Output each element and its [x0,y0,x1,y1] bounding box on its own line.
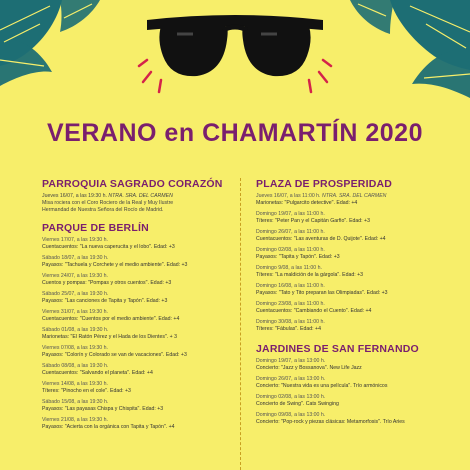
event-desc: Payasos: "Acierta con la orgánica con Tapita y Tapón". +4 [42,423,175,430]
event-festivity: NTRA. SRA. DEL CARMEN [321,193,387,199]
event-desc: Payasos: "Colorín y Colorado se van de vacaciones". Edad: +3 [42,351,187,358]
event-desc: Títeres: "La maldición de la gárgola". Edad: +3 [256,271,364,278]
event-date: Domingo 19/07, a las 11:00 h. [256,211,325,217]
event-date: Viernes 07/08, a las 19:30 h. [42,345,108,351]
parroquia-line-1 [42,193,232,200]
event-date: Domingo 09/08, a las 13:00 h. [256,412,326,418]
parroquia-line-3: Hermandad de Nuestra Señora del Rocío de Madrid. [42,207,164,213]
event-item [256,301,446,314]
right-column [256,178,446,430]
section-title-parroquia: PARROQUIA SAGRADO CORAZÓN [42,178,223,190]
event-date: Domingo 19/07, a las 13:00 h. [256,358,326,364]
event-desc: Payasos: "Tato y Tito preparan las Olimpiadas". Edad: +3 [256,289,388,296]
event-desc: Payasos: "Tachuela y Corchete y el medio ambiente". Edad: +3 [42,261,188,268]
event-date: Domingo 02/08, a las 11:00 h. [256,247,325,253]
event-desc: Cuentos y pompas: "Pompas y otros cuentos". Edad: +3 [42,279,172,286]
title-word-verano: VERANO [47,119,157,147]
event-item [256,193,446,206]
event-date: Viernes 14/08, a las 19:30 h. [42,381,108,387]
event-date: Sábado 08/08, a las 19:30 h. [42,363,109,369]
parroquia-date: Jueves 16/07, a las 19:30 h. [42,193,109,199]
event-date: Domingo 30/08, a las 11:00 h. [256,319,325,325]
event-date: Domingo 26/07, a las 11:00 h. [256,229,325,235]
palm-leaf-icon [350,0,470,110]
event-date: Viernes 31/07, a las 19:30 h. [42,309,108,315]
event-item [42,291,232,304]
event-date: Sábado 01/08, a las 19:30 h. [42,327,109,333]
event-item [256,412,446,425]
section-title-prosperidad: PLAZA DE PROSPERIDAD [256,178,393,190]
event-item [42,345,232,358]
event-desc: Marionetas: "El Ratón Pérez y el Hada de los Dientes". + 3 [42,333,178,340]
event-date: Domingo 23/08, a las 11:00 h. [256,301,325,307]
event-desc: Cuentacuentos: "Cambiando el Cuento". Edad: +4 [256,307,372,314]
event-date: Domingo 02/08, a las 13:00 h. [256,394,326,400]
event-item [256,394,446,407]
prosperidad-events [256,193,446,332]
event-item [256,247,446,260]
parroquia-line-2: Misa rociera con el Coro Rociero de la Real y Muy Ilustre [42,200,174,206]
section-title-berlin: PARQUE DE BERLÍN [42,222,149,234]
event-item [42,237,232,250]
event-desc: Concierto: "Nuestra vida es una película". Trío armónicos [256,382,388,389]
event-item [256,376,446,389]
event-item [42,399,232,412]
event-date: Sábado 18/07, a las 19:30 h. [42,255,109,261]
event-desc: Cuentacuentos: "Las aventuras de D. Quijote". Edad: +4 [256,235,386,242]
event-item [256,358,446,371]
berlin-events [42,237,232,430]
event-item [42,363,232,376]
event-date: Domingo 26/07, a las 13:00 h. [256,376,326,382]
left-column [42,178,232,435]
event-item [256,319,446,332]
event-item [42,273,232,286]
event-date: Viernes 24/07, a las 19:30 h. [42,273,108,279]
title-word-en: en [164,119,195,147]
event-desc: Títeres: "Fábulas". Edad: +4 [256,325,321,332]
event-date: Domingo 9/08, a las 11:00 h. [256,265,322,271]
event-date: Viernes 17/07, a las 19:30 h. [42,237,108,243]
event-date: Sábado 15/08, a las 19:30 h. [42,399,109,405]
event-desc: Payasos: "Las payasas Chispa y Chispita". Edad: +3 [42,405,164,412]
event-item [256,265,446,278]
event-desc: Concierto: "Jazz y Bossanova". New Life Jazz [256,364,362,371]
event-item [42,417,232,430]
event-item [42,327,232,340]
event-desc: Títeres: "Peter Pan y el Capitán Garfio". Edad: +3 [256,217,370,224]
event-date: Domingo 16/08, a las 11:00 h. [256,283,325,289]
event-item [42,255,232,268]
event-desc: Títeres: "Pinocho en el cole". Edad: +3 [42,387,131,394]
event-desc: Marionetas: "Pulgarcito detective". Edad: +4 [256,199,358,206]
event-item [256,211,446,224]
page-title [0,119,470,148]
event-desc: Cuentacuentos: "Cuentos por el medio ambiente". Edad: +4 [42,315,180,322]
event-desc: Concierto de Swing". Cats Swinging [256,400,339,407]
event-date-prefix: Jueves 16/07, a las 11:00 h. [256,193,322,199]
event-date: Sábado 25/07, a las 19:30 h. [42,291,109,297]
parroquia-info [42,193,232,214]
fernando-events [256,358,446,425]
column-divider [240,178,242,470]
parroquia-festivity: NTRA. SRA. DEL CARMEN [108,193,173,199]
event-item [256,229,446,242]
event-desc: Payasos: "Tapita y Tapón". Edad: +3 [256,253,340,260]
sunglasses-icon [137,0,333,110]
event-desc: Cuentacuentos: "La nueva caperucita y el lobo". Edad: +3 [42,243,175,250]
event-date: Viernes 21/08, a las 19:30 h. [42,417,108,423]
title-word-chamartin: CHAMARTÍN 2020 [202,119,423,147]
event-desc: Cuentacuentos: "Salvando el planeta". Edad: +4 [42,369,153,376]
event-item [256,283,446,296]
event-item [42,309,232,322]
section-title-fernando: JARDINES DE SAN FERNANDO [256,343,419,355]
palm-leaf-icon [0,0,110,110]
event-item [42,381,232,394]
event-desc: Payasos: "Las canciones de Tapita y Tapón". Edad: +3 [42,297,168,304]
event-desc: Concierto: "Pop-rock y piezas clásicas: Metamorfosis". Trío Aries [256,418,405,425]
